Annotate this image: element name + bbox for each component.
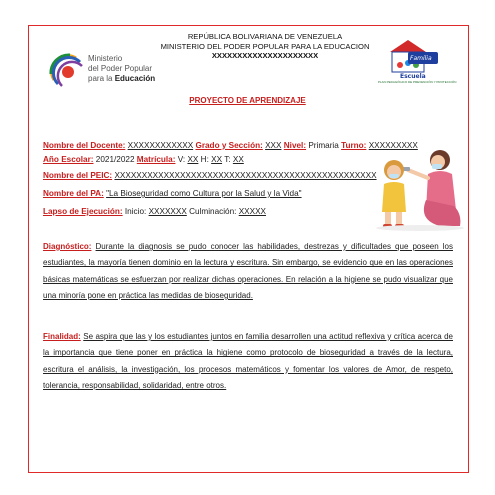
- ministry-line-3: para la Educación: [88, 74, 156, 83]
- matricula-v-value: XX: [187, 155, 199, 164]
- nivel-value: Primaria: [308, 141, 339, 150]
- lapso-inicio-value: XXXXXXX: [148, 207, 187, 216]
- row-anio-matricula: [43, 155, 244, 164]
- anio-label: Año Escolar:: [43, 155, 94, 164]
- grado-value: XXX: [265, 141, 282, 150]
- document-header: [150, 32, 380, 61]
- matricula-v-label: V:: [177, 155, 186, 164]
- svg-text:Escuela: Escuela: [400, 73, 426, 80]
- turno-value: XXXXXXXXX: [368, 141, 418, 150]
- ministry-emblem-icon: [46, 50, 88, 92]
- svg-text:Familia: Familia: [410, 55, 432, 62]
- diagnostico-section: [43, 239, 453, 304]
- diagnostico-text: Durante la diagnosis se pudo conocer las habilidades, destrezas y dificultades que poseen los estudiantes, la mayoría tienen dominio en la lectura y escritura. Sin embargo, se evidencio que en las operaciones básicas matemáticas se esfuerzan por realizar dichas operaciones. En relación a la higiene se pudo visualizar que una minoría pone en práctica las medidas de bioseguridad.: [43, 242, 453, 300]
- familia-escuela-logo: [378, 38, 457, 88]
- lapso-culminacion-label: Culminación:: [189, 207, 237, 216]
- nivel-label: Nivel:: [283, 141, 307, 150]
- peic-value: XXXXXXXXXXXXXXXXXXXXXXXXXXXXXXXXXXXXXXXXXXXXXXXX: [114, 171, 377, 180]
- matricula-h-value: XX: [211, 155, 223, 164]
- matricula-label: Matrícula:: [136, 155, 176, 164]
- grado-label: Grado y Sección:: [195, 141, 263, 150]
- logo-tagline: PLAN PEDAGÓGICO DE PREVENCIÓN Y PROTECCIÓN: [378, 80, 457, 84]
- anio-value: 2021/2022: [95, 155, 135, 164]
- header-school: XXXXXXXXXXXXXXXXXXXXX: [211, 51, 319, 60]
- ministry-line-2: del Poder Popular: [88, 64, 153, 73]
- header-ministry: MINISTERIO DEL PODER POPULAR PARA LA EDUCACION: [160, 41, 370, 51]
- header-republic: REPÚBLICA BOLIVARIANA DE VENEZUELA: [187, 32, 343, 41]
- peic-label: Nombre del PEIC:: [43, 171, 113, 180]
- turno-label: Turno:: [341, 141, 367, 150]
- diagnostico-label: Diagnóstico:: [43, 242, 92, 251]
- matricula-t-label: T:: [224, 155, 231, 164]
- finalidad-section: [43, 329, 453, 394]
- document-title: PROYECTO DE APRENDIZAJE: [189, 96, 306, 105]
- lapso-inicio-label: Inicio:: [124, 207, 147, 216]
- finalidad-label: Finalidad:: [43, 332, 81, 341]
- matricula-h-label: H:: [200, 155, 209, 164]
- row-lapso: [43, 207, 266, 216]
- row-peic: [43, 171, 377, 180]
- row-pa: [43, 189, 302, 198]
- pa-value: "La Bioseguridad como Cultura por la Salud y la Vida": [106, 189, 302, 198]
- docente-value: XXXXXXXXXXXX: [127, 141, 194, 150]
- ministry-line-1: Ministerio: [88, 54, 123, 63]
- pa-label: Nombre del PA:: [43, 189, 104, 198]
- docente-label: Nombre del Docente:: [43, 141, 126, 150]
- row-docente: [43, 141, 418, 150]
- children-thermometer-illustration: [370, 140, 468, 232]
- finalidad-text: Se aspira que las y los estudiantes juntos en familia desarrollen una actitud reflexiva y crítica acerca de la importancia que tiene poner en práctica la higiene como protocolo de bioseguridad a través de la lectura, escritura el análisis, la investigación, los procesos matemáticos y fomentar los valores de Amor, de respeto, tolerancia, responsabilidad, solidaridad, entre otros.: [43, 332, 453, 390]
- lapso-label: Lapso de Ejecución:: [43, 207, 123, 216]
- matricula-t-value: XX: [232, 155, 244, 164]
- lapso-culminacion-value: XXXXX: [238, 207, 267, 216]
- school-house-icon: [378, 38, 448, 80]
